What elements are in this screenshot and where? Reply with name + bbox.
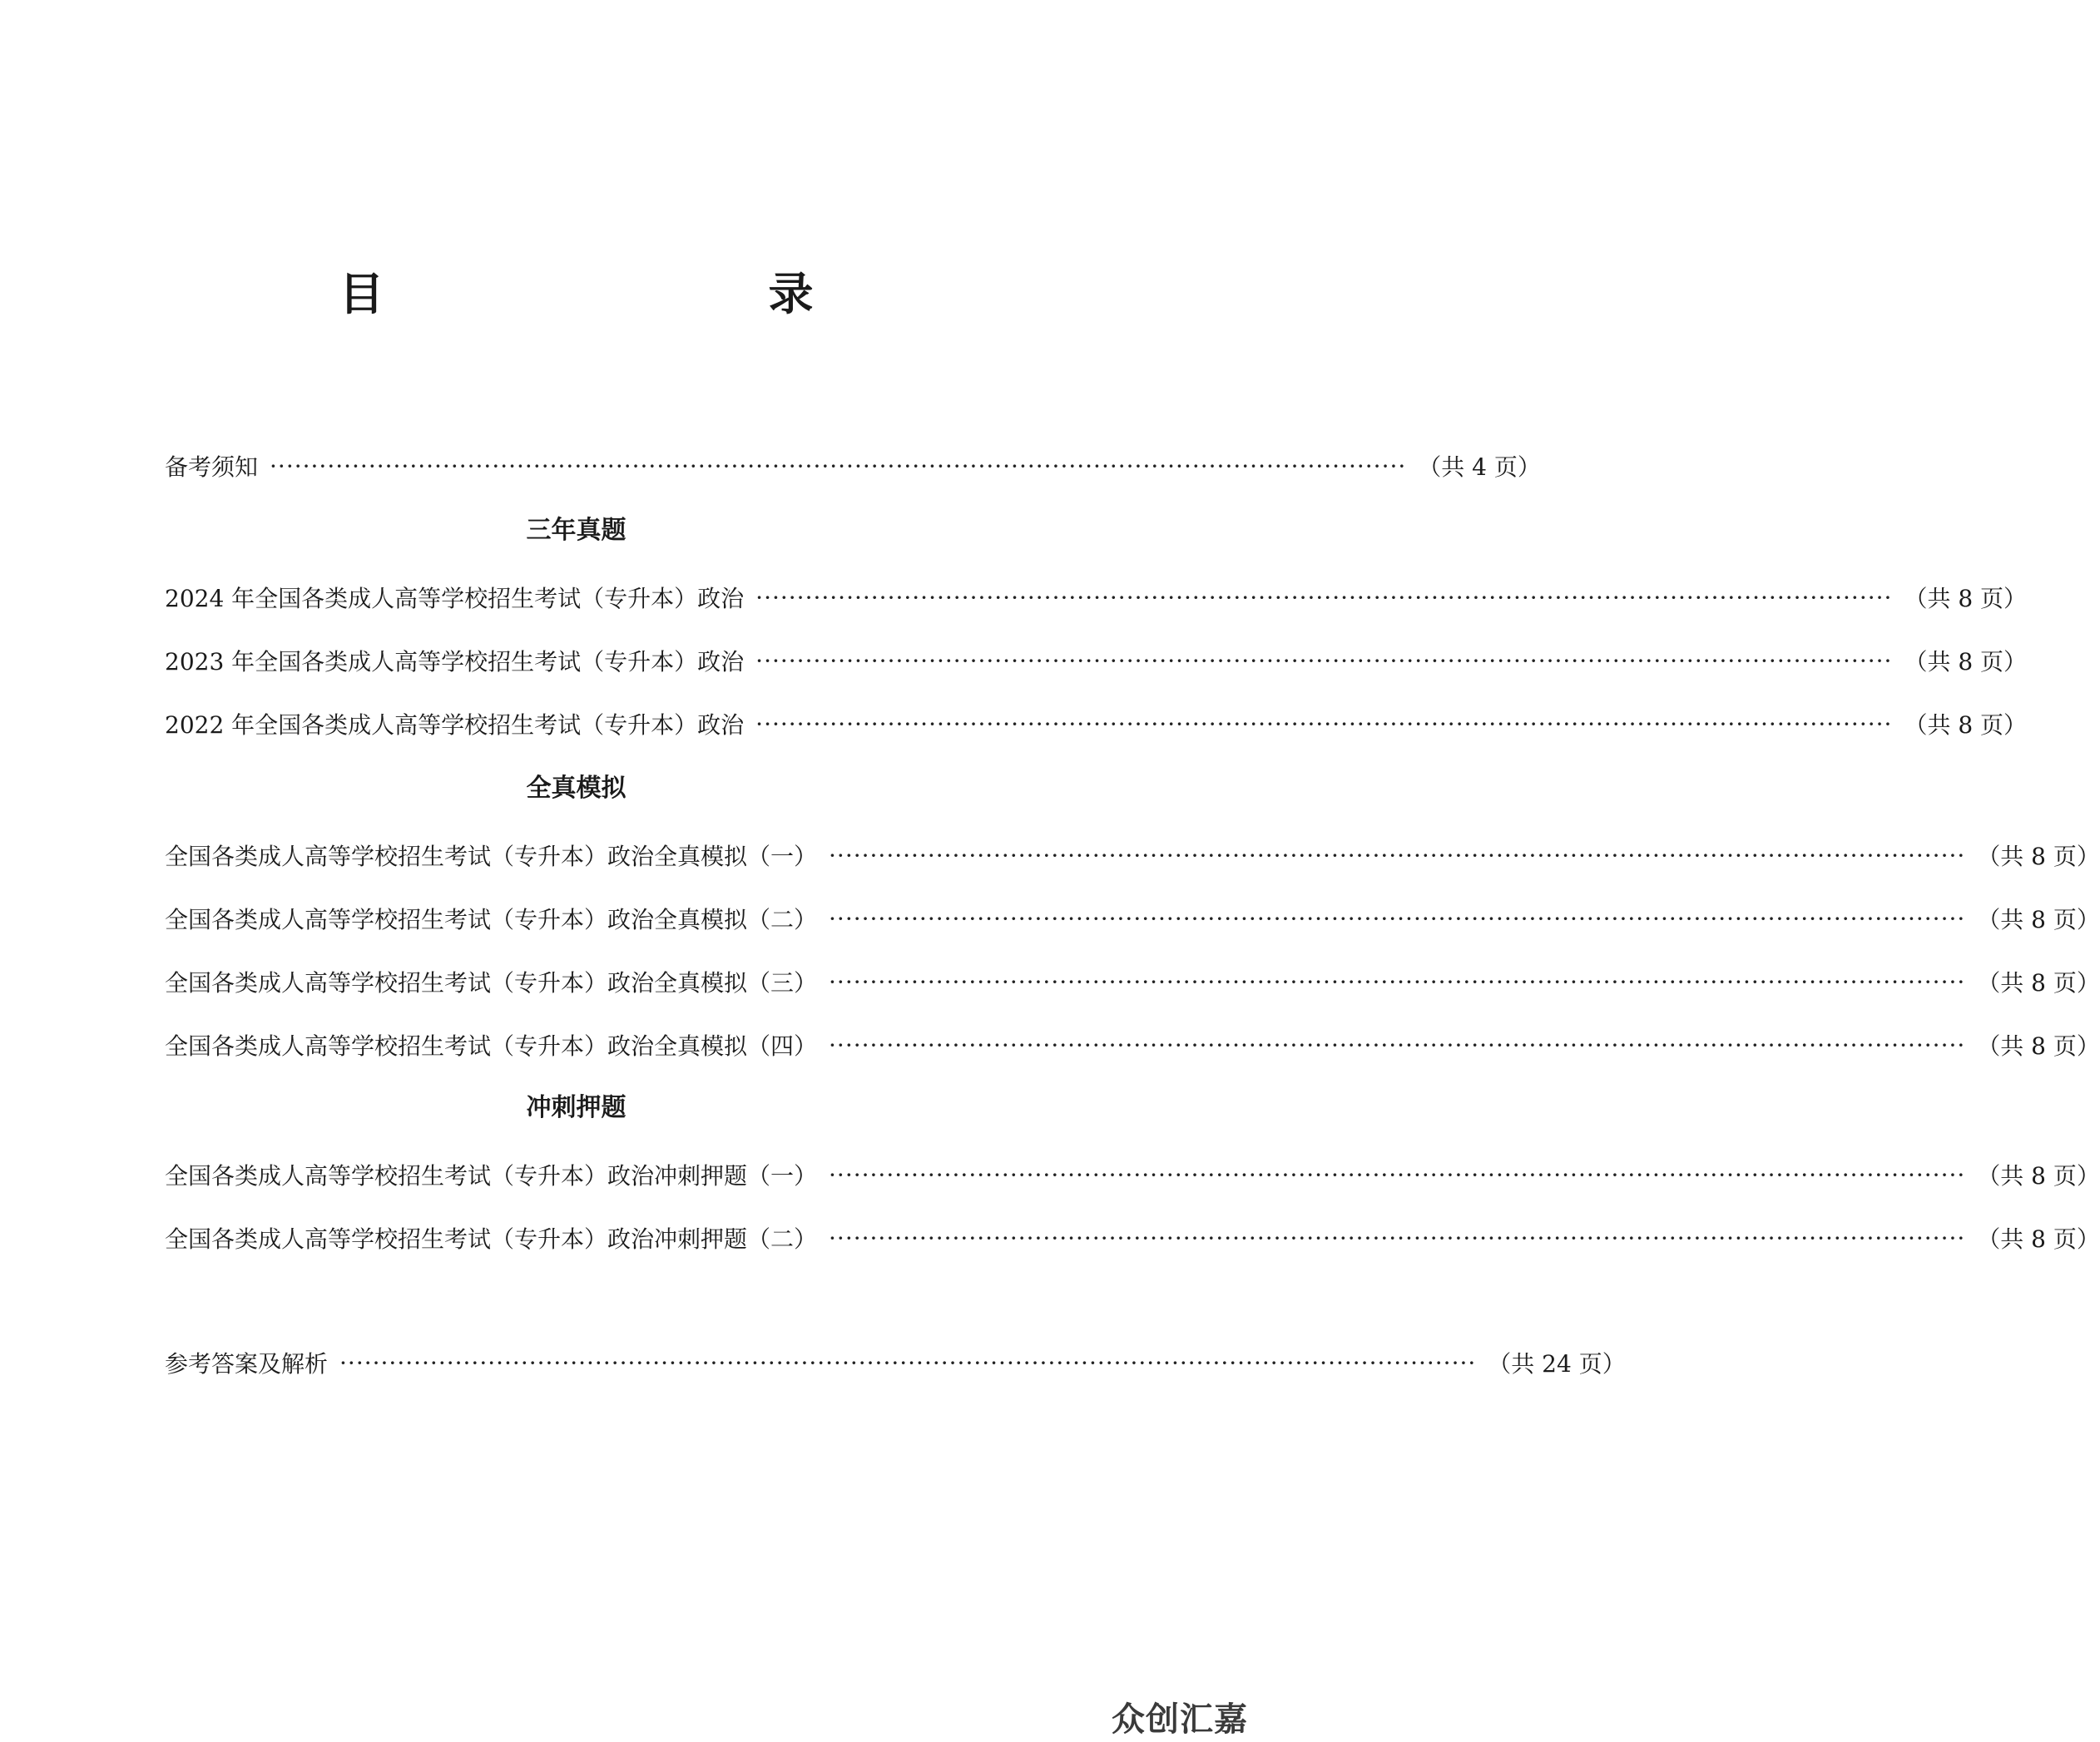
toc-entry-title: 2024 年全国各类成人高等学校招生考试（专升本）政治 xyxy=(165,585,745,612)
watermark-logo: 众创汇嘉 xyxy=(1112,1700,1248,1739)
toc-entry-mock-2[interactable] xyxy=(165,898,2100,938)
toc-entry-pages: （共 8 页） xyxy=(1977,1032,2100,1060)
toc-entry-sprint-2[interactable] xyxy=(165,1218,2100,1258)
dot-leader: ·········································································································································· xyxy=(755,583,1893,611)
toc-entry-title: 参考答案及解析 xyxy=(165,1350,329,1378)
toc-entry-2024[interactable] xyxy=(165,577,2028,617)
toc-entry-mock-4[interactable] xyxy=(165,1025,2100,1065)
toc-entry-title: 备考须知 xyxy=(165,453,259,481)
dot-leader: ·········································································································································· xyxy=(270,452,1407,480)
dot-leader: ·········································································································································· xyxy=(829,1224,1966,1252)
toc-entry-title: 全国各类成人高等学校招生考试（专升本）政治冲刺押题（二） xyxy=(165,1225,818,1253)
toc-entry-pages: （共 8 页） xyxy=(1977,843,2100,870)
section-heading-past-exams: 三年真题 xyxy=(526,516,627,545)
toc-entry-pages: （共 8 页） xyxy=(1977,1162,2100,1190)
dot-leader: ·········································································································································· xyxy=(829,841,1966,869)
toc-entry-2023[interactable] xyxy=(165,641,2028,680)
toc-entry-title: 全国各类成人高等学校招生考试（专升本）政治全真模拟（四） xyxy=(165,1032,818,1060)
toc-entry-title: 2022 年全国各类成人高等学校招生考试（专升本）政治 xyxy=(165,711,745,739)
page-title: 目 录 xyxy=(339,267,912,320)
toc-entry-title: 2023 年全国各类成人高等学校招生考试（专升本）政治 xyxy=(165,648,745,676)
dot-leader: ·········································································································································· xyxy=(829,904,1966,933)
section-heading-sprint: 冲刺押题 xyxy=(526,1093,627,1122)
dot-leader: ·········································································································································· xyxy=(339,1349,1477,1377)
toc-entry-pages: （共 8 页） xyxy=(1977,906,2100,933)
toc-entry-title: 全国各类成人高等学校招生考试（专升本）政治全真模拟（三） xyxy=(165,969,818,997)
dot-leader: ·········································································································································· xyxy=(829,1161,1966,1189)
toc-entry-title: 全国各类成人高等学校招生考试（专升本）政治全真模拟（一） xyxy=(165,843,818,870)
dot-leader: ·········································································································································· xyxy=(829,968,1966,996)
section-heading-mock-exams: 全真模拟 xyxy=(526,774,627,803)
toc-entry-pages: （共 8 页） xyxy=(1977,1225,2100,1253)
toc-entry-2022[interactable] xyxy=(165,704,2028,744)
toc-entry-pages: （共 4 页） xyxy=(1418,453,1541,481)
toc-entry-pages: （共 8 页） xyxy=(1904,648,2028,676)
toc-entry-pages: （共 8 页） xyxy=(1904,711,2028,739)
toc-entry-mock-1[interactable] xyxy=(165,835,2100,875)
dot-leader: ·········································································································································· xyxy=(755,710,1893,738)
dot-leader: ·········································································································································· xyxy=(829,1031,1966,1059)
toc-entry-notice[interactable] xyxy=(165,446,1541,486)
toc-entry-pages: （共 8 页） xyxy=(1977,969,2100,997)
toc-entry-pages: （共 8 页） xyxy=(1904,585,2028,612)
toc-entry-sprint-1[interactable] xyxy=(165,1155,2100,1195)
toc-entry-mock-3[interactable] xyxy=(165,962,2100,1002)
toc-entry-title: 全国各类成人高等学校招生考试（专升本）政治全真模拟（二） xyxy=(165,906,818,933)
toc-entry-answers[interactable] xyxy=(165,1343,1626,1383)
toc-entry-pages: （共 24 页） xyxy=(1488,1350,1626,1378)
toc-entry-title: 全国各类成人高等学校招生考试（专升本）政治冲刺押题（一） xyxy=(165,1162,818,1190)
dot-leader: ·········································································································································· xyxy=(755,646,1893,675)
